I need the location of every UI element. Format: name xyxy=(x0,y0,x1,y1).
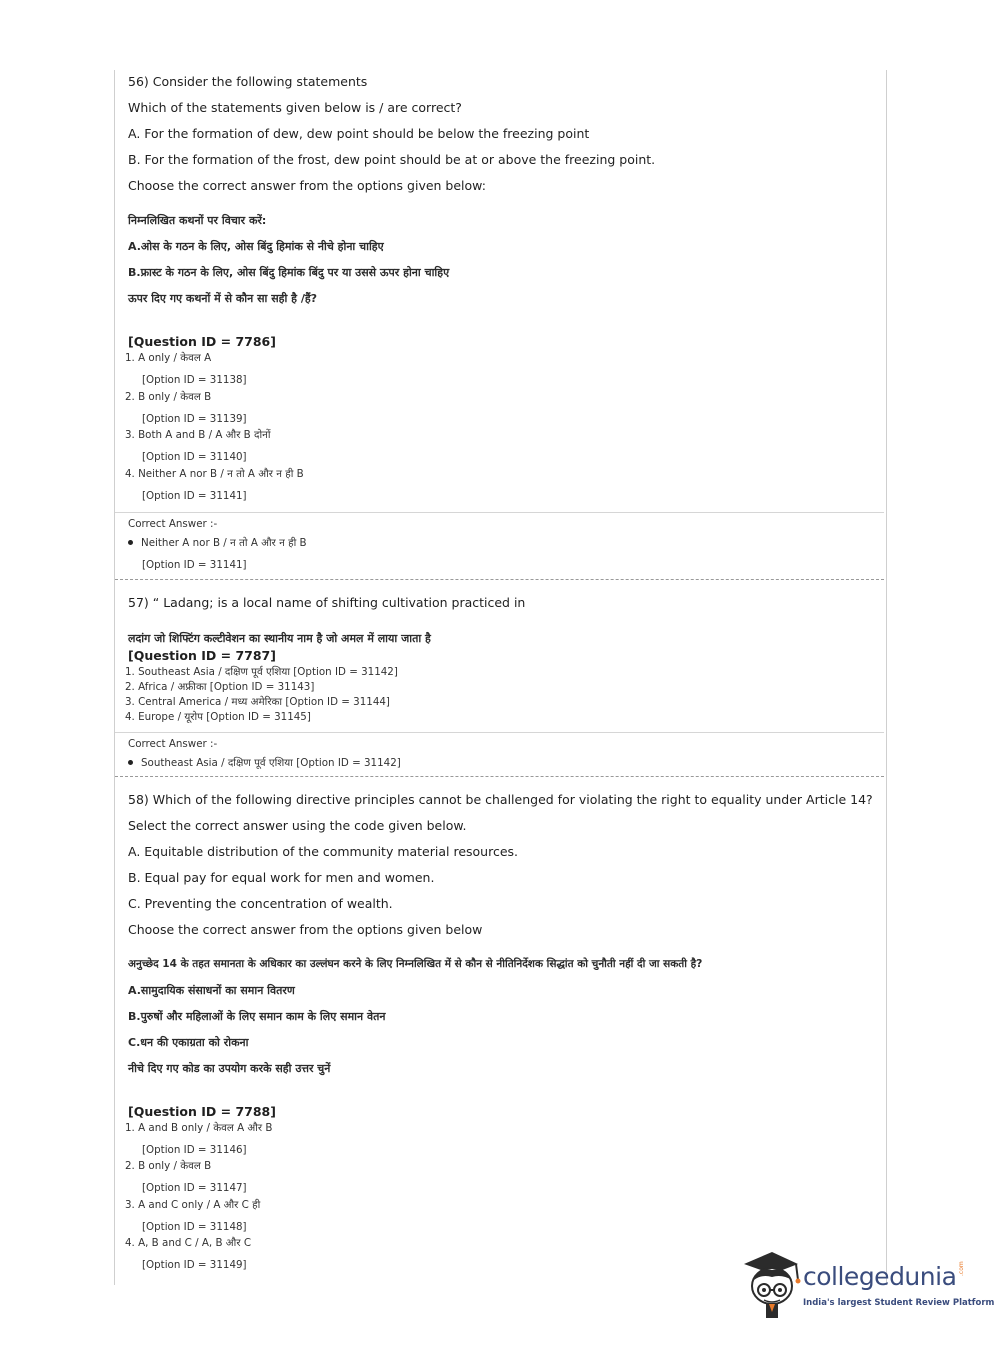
q58-line3: B. Equal pay for equal work for men and women. xyxy=(128,870,435,885)
brand-name: collegedunia xyxy=(803,1262,957,1291)
q57-correct-answer xyxy=(128,756,401,770)
q57-option-3: 3. Central America / मध्य अमेरिका [Option ID = 31144] xyxy=(125,696,390,708)
q56-option-4: 4. Neither A nor B / न तो A और न ही B xyxy=(125,468,304,480)
q56-line3: B. For the formation of the frost, dew point should be at or above the freezing point. xyxy=(128,152,656,167)
q56-line4: Choose the correct answer from the options given below: xyxy=(128,178,486,193)
q57-question-id: [Question ID = 7787] xyxy=(128,648,276,663)
divider xyxy=(115,512,884,513)
q58-option-3-id: [Option ID = 31148] xyxy=(142,1221,247,1233)
q56-line2: A. For the formation of dew, dew point should be below the freezing point xyxy=(128,126,590,141)
q58-option-1: 1. A and B only / केवल A और B xyxy=(125,1122,273,1134)
q58-line2: A. Equitable distribution of the community material resources. xyxy=(128,844,519,859)
q57-correct-text: Southeast Asia / दक्षिण पूर्व एशिया [Option ID = 31142] xyxy=(141,757,401,769)
q57-option-1: 1. Southeast Asia / दक्षिण पूर्व एशिया [Option ID = 31142] xyxy=(125,666,398,678)
q56-correct-answer xyxy=(128,536,307,550)
q56-option-1-id: [Option ID = 31138] xyxy=(142,374,247,386)
q58-option-2-id: [Option ID = 31147] xyxy=(142,1182,247,1194)
q57-correct-label: Correct Answer :- xyxy=(128,738,218,750)
q56-option-3-id: [Option ID = 31140] xyxy=(142,451,247,463)
q58-hindi-2: A.सामुदायिक संसाधनों का समान वितरण xyxy=(128,984,295,997)
q58-line4: C. Preventing the concentration of wealth. xyxy=(128,896,393,911)
q57-hindi-1: लदांग जो शिफ्टिंग कल्टीवेशन का स्थानीय नाम है जो अमल में लाया जाता है xyxy=(128,632,431,645)
q58-question-id: [Question ID = 7788] xyxy=(128,1104,276,1119)
q56-correct-option-id: [Option ID = 31141] xyxy=(142,559,247,571)
q58-option-1-id: [Option ID = 31146] xyxy=(142,1144,247,1156)
bullet-icon xyxy=(128,760,133,765)
q56-line1: Which of the statements given below is / are correct? xyxy=(128,100,462,115)
q58-line1: Select the correct answer using the code given below. xyxy=(128,818,467,833)
bullet-icon xyxy=(128,540,133,545)
brand-tagline: India's largest Student Review Platform xyxy=(803,1298,995,1308)
q58-hindi-5: नीचे दिए गए कोड का उपयोग करके सही उत्तर चुनें xyxy=(128,1062,331,1075)
divider xyxy=(115,732,884,733)
q56-option-2-id: [Option ID = 31139] xyxy=(142,413,247,425)
q57-option-4: 4. Europe / यूरोप [Option ID = 31145] xyxy=(125,711,311,723)
q58-hindi-4: C.धन की एकाग्रता को रोकना xyxy=(128,1036,249,1049)
q56-hindi-2: A.ओस के गठन के लिए, ओस बिंदु हिमांक से नीचे होना चाहिए xyxy=(128,240,384,253)
brand-dotcom: .com xyxy=(958,1261,965,1276)
q58-option-4: 4. A, B and C / A, B और C xyxy=(125,1237,252,1249)
q58-hindi-1: अनुच्छेद 14 के तहत समानता के अधिकार का उल्लंघन करने के लिए निम्नलिखित में से कौन से नीतिनिर्देशक सिद्धांत को चुनौती नहीं दी जा सकती है? xyxy=(128,958,703,970)
q58-option-3: 3. A and C only / A और C ही xyxy=(125,1199,261,1211)
q56-hindi-3: B.फ्रास्ट के गठन के लिए, ओस बिंदु हिमांक बिंदु पर या उससे ऊपर होना चाहिए xyxy=(128,266,450,279)
q56-hindi-4: ऊपर दिए गए कथनों में से कौन सा सही है /हैं? xyxy=(128,292,318,305)
q58-line5: Choose the correct answer from the options given below xyxy=(128,922,483,937)
question-separator xyxy=(115,776,884,777)
q58-hindi-3: B.पुरुषों और महिलाओं के लिए समान काम के लिए समान वेतन xyxy=(128,1010,386,1023)
q58-title: 58) Which of the following directive principles cannot be challenged for violating the right to equality under Article 14? xyxy=(128,792,873,807)
question-separator xyxy=(115,579,884,580)
q56-question-id: [Question ID = 7786] xyxy=(128,334,276,349)
q58-option-4-id: [Option ID = 31149] xyxy=(142,1259,247,1271)
mascot-icon xyxy=(744,1252,801,1318)
q56-title: 56) Consider the following statements xyxy=(128,74,368,89)
q56-option-3: 3. Both A and B / A और B दोनों xyxy=(125,429,271,441)
q57-title: 57) “ Ladang; is a local name of shifting cultivation practiced in xyxy=(128,595,526,610)
q56-correct-text: Neither A nor B / न तो A और न ही B xyxy=(141,537,307,549)
q56-option-1: 1. A only / केवल A xyxy=(125,352,212,364)
q56-option-4-id: [Option ID = 31141] xyxy=(142,490,247,502)
q57-option-2: 2. Africa / अफ्रीका [Option ID = 31143] xyxy=(125,681,315,693)
q56-option-2: 2. B only / केवल B xyxy=(125,391,212,403)
q56-correct-label: Correct Answer :- xyxy=(128,518,218,530)
q56-hindi-1: निम्नलिखित कथनों पर विचार करें: xyxy=(128,214,267,227)
q58-option-2: 2. B only / केवल B xyxy=(125,1160,212,1172)
